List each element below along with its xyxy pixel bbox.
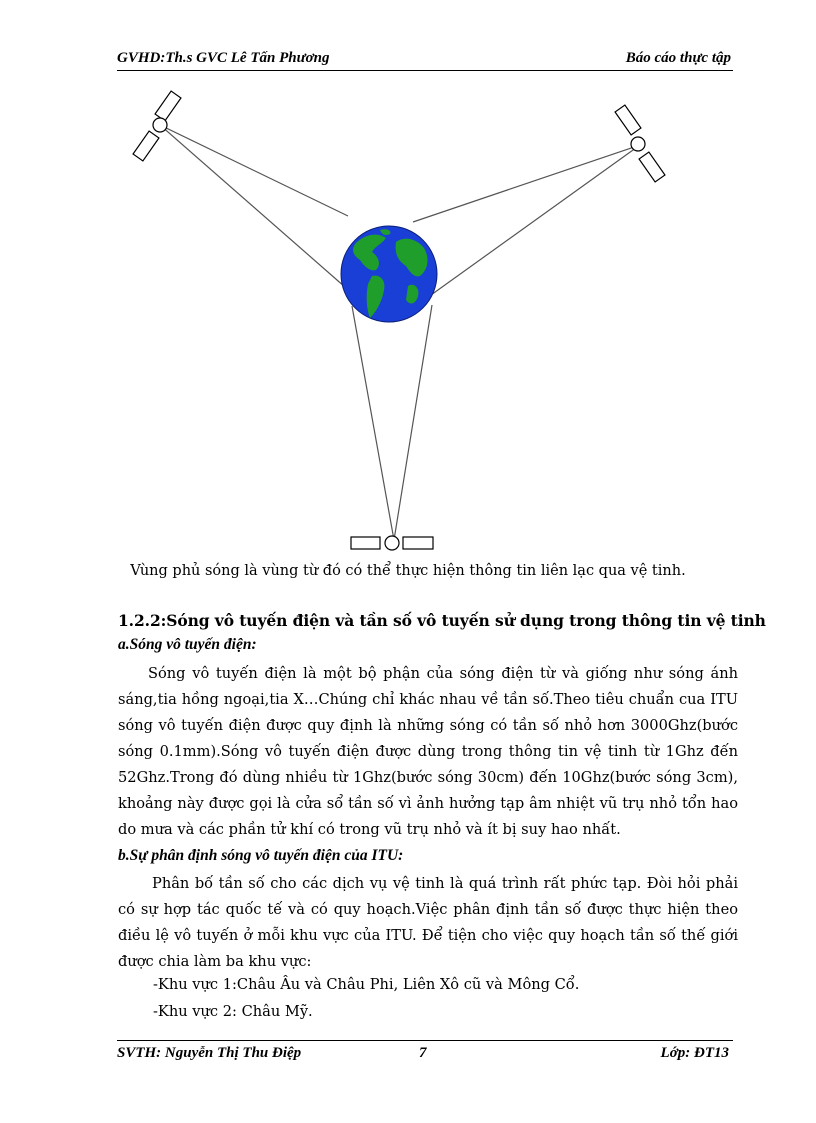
coverage-line [431, 145, 640, 295]
satellite-icon [351, 536, 433, 550]
figure-caption: Vùng phủ sóng là vùng từ đó có thể thực hiện thông tin liên lạc qua vệ tinh. [130, 563, 686, 579]
list-item: -Khu vực 1:Châu Âu và Châu Phi, Liên Xô cũ và Mông Cổ. [153, 976, 580, 993]
satellite-icon [133, 91, 181, 161]
coverage-line [394, 305, 432, 540]
header-report-title: Báo cáo thực tập [625, 50, 731, 66]
satellite-coverage-figure [120, 80, 680, 555]
list-item: -Khu vực 2: Châu Mỹ. [153, 1003, 313, 1020]
satellite-icon [615, 105, 665, 182]
coverage-line [160, 125, 345, 287]
subsection-a-heading: a.Sóng vô tuyến điện: [118, 636, 257, 653]
subsection-b-heading: b.Sự phân định sóng vô tuyến điện của ITU: [118, 847, 404, 864]
page-footer [117, 1040, 733, 1063]
section-heading: 1.2.2:Sóng vô tuyến điện và tần số vô tuyến sử dụng trong thông tin vệ tinh [118, 611, 766, 630]
paragraph-itu-allocation: Phân bố tần số cho các dịch vụ vệ tinh là quá trình rất phức tạp. Đòi hỏi phải có sự hợp tác quốc tế và có quy hoạch.Việc phân định tần số được thực hiện theo điều lệ vô tuyến ở mỗi khu vực của ITU. Để tiện cho việc quy hoạch tần số thế giới được chia làm ba khu vực: [118, 875, 738, 970]
coverage-lines [160, 125, 640, 540]
coverage-line [160, 125, 348, 216]
coverage-line [352, 306, 394, 540]
earth-globe-icon [341, 226, 437, 322]
header-advisor: GVHD:Th.s GVC Lê Tấn Phương [117, 50, 330, 66]
page-number: 7 [419, 1045, 427, 1061]
coverage-line [413, 145, 640, 222]
footer-class: Lớp: ĐT13 [660, 1045, 729, 1061]
page-header [117, 48, 733, 71]
paragraph-radio-waves: Sóng vô tuyến điện là một bộ phận của sóng điện từ và giống như sóng ánh sáng,tia hồng ngoại,tia X…Chúng chỉ khác nhau về tần số.Theo tiêu chuẩn cua ITU sóng vô tuyến điện được quy định là những sóng có tần số nhỏ hơn 3000Ghz(bước sóng 0.1mm).Sóng vô tuyến điện được dùng trong thông tin vệ tinh từ 1Ghz đến 52Ghz.Trong đó dùng nhiều từ 1Ghz(bước sóng 30cm) đến 10Ghz(bước sóng 3cm), khoảng này được gọi là cửa sổ tần số vì ảnh hưởng tạp âm nhiệt vũ trụ nhỏ tổn hao do mưa và các phần tử khí có trong vũ trụ nhỏ và ít bị suy hao nhất. [118, 665, 738, 838]
footer-student: SVTH: Nguyễn Thị Thu Điệp [117, 1045, 302, 1061]
